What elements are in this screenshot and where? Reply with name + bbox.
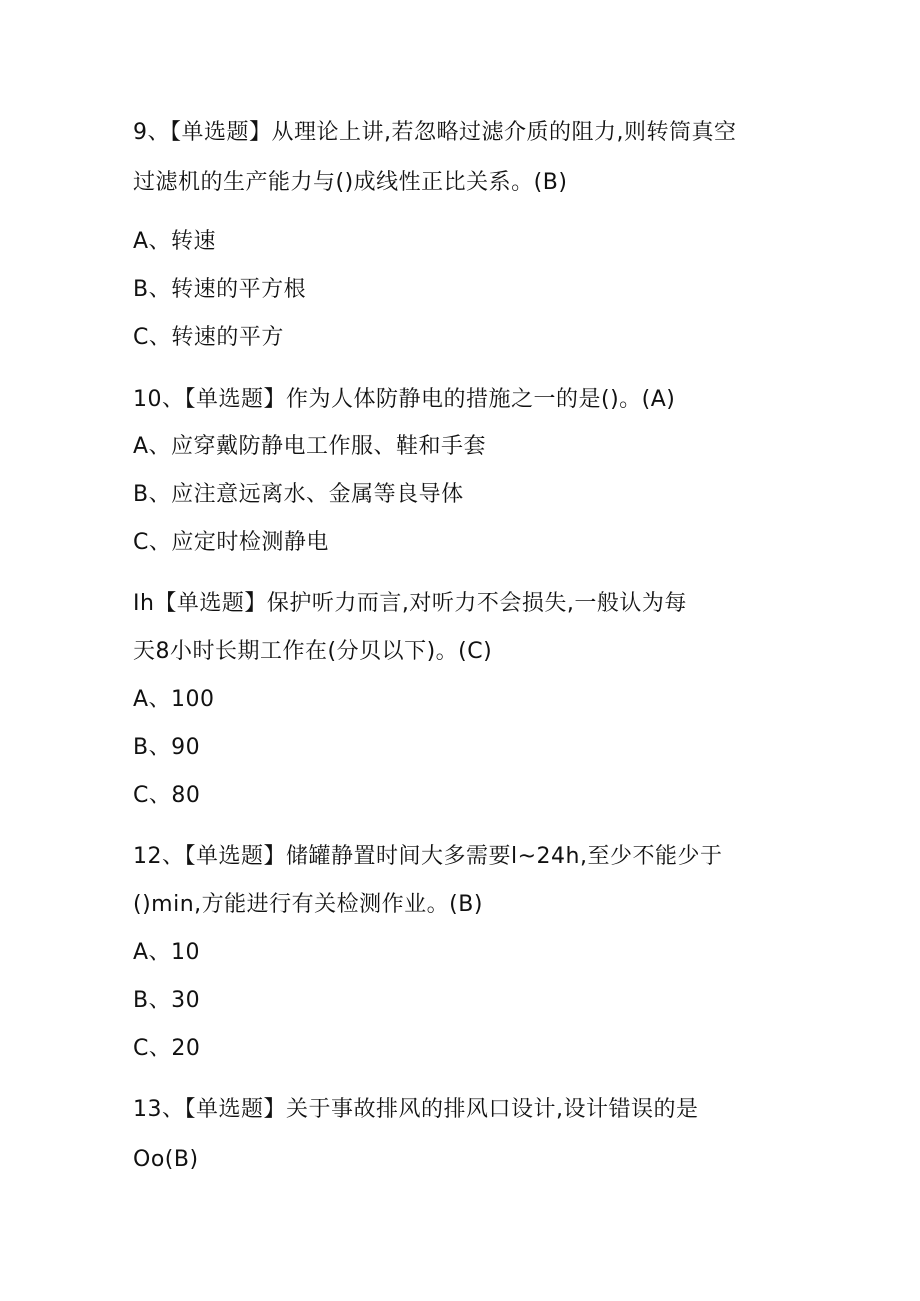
question-11-line-2: 天8小时长期工作在(分贝以下)。(C) [133,639,493,664]
question-10-option-c: C、应定时检测静电 [133,530,329,555]
question-12-line-2: ()min,方能进行有关检测作业。(B) [133,892,483,917]
question-11-option-a: A、100 [133,687,215,712]
question-12-line-1: 12、【单选题】储罐静置时间大多需要l~24h,至少不能少于 [133,844,723,869]
question-9-option-b: B、转速的平方根 [133,277,307,302]
question-12-option-b: B、30 [133,988,201,1013]
question-10-option-b: B、应注意远离水、金属等良导体 [133,482,464,507]
question-11-line-1: Ih【单选题】保护听力而言,对听力不会损失,一般认为每 [133,591,687,616]
question-13-line-1: 13、【单选题】关于事故排风的排风口设计,设计错误的是 [133,1097,699,1122]
question-11-option-b: B、90 [133,735,201,760]
question-11-option-c: C、80 [133,783,201,808]
question-9-line-2: 过滤机的生产能力与()成线性正比关系。(B) [133,170,568,195]
question-12-option-a: A、10 [133,940,201,965]
question-9-option-c: C、转速的平方 [133,325,284,350]
question-10-option-a: A、应穿戴防静电工作服、鞋和手套 [133,434,487,459]
question-10-line-1: 10、【单选题】作为人体防静电的措施之一的是()。(A) [133,387,676,412]
question-13-line-2: Oo(B) [133,1147,199,1172]
question-9-option-a: A、转速 [133,229,217,254]
question-9-line-1: 9、【单选题】从理论上讲,若忽略过滤介质的阻力,则转筒真空 [133,120,737,145]
question-12-option-c: C、20 [133,1036,201,1061]
